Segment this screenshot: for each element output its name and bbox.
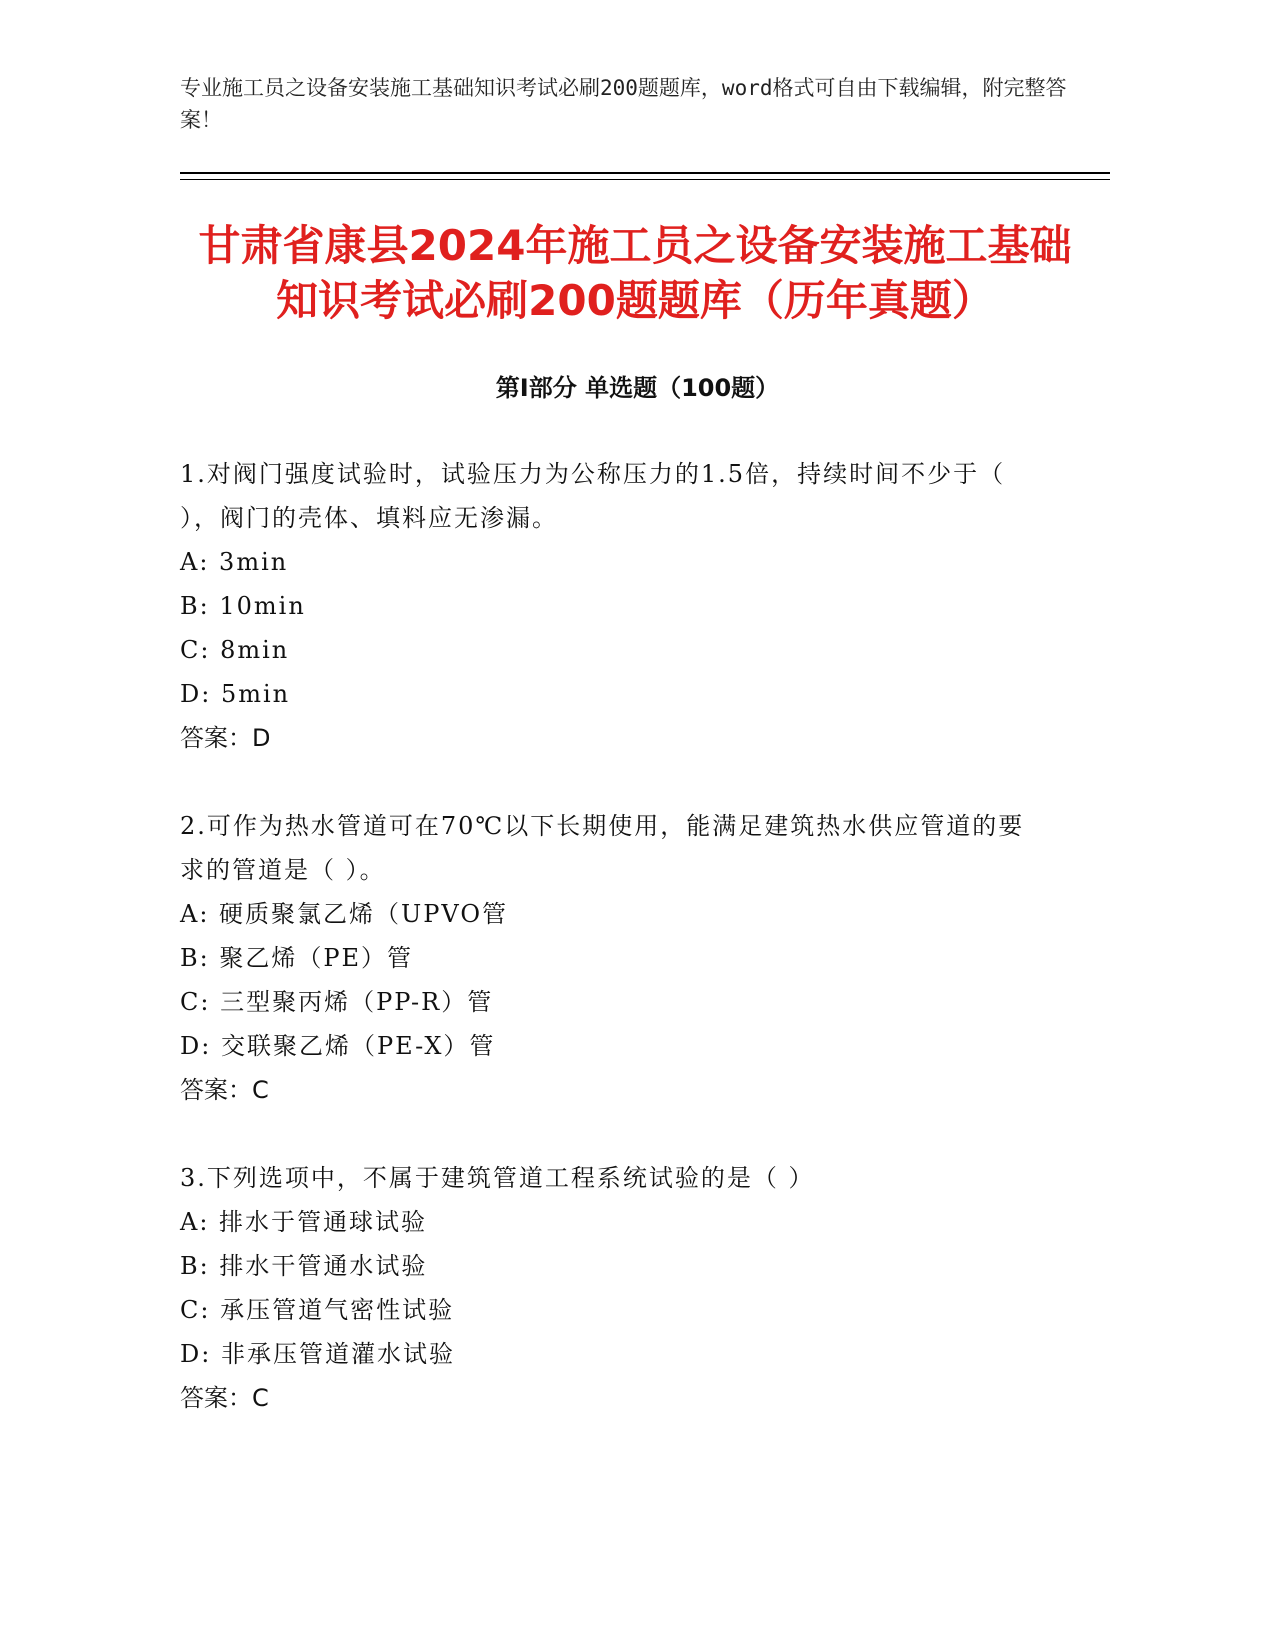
answer: 答案：D (180, 724, 271, 752)
option-b: B: 排水干管通水试验 (180, 1252, 428, 1280)
header-divider-thick (180, 172, 1110, 174)
question-stem: 3.下列选项中，不属于建筑管道工程系统试验的是（ ） (180, 1164, 815, 1192)
option-a: A: 3min (180, 548, 289, 576)
answer: 答案：C (180, 1384, 269, 1412)
option-d: D: 交联聚乙烯（PE-X）管 (180, 1032, 496, 1060)
question-list (180, 452, 1040, 1464)
option-a: A: 排水于管通球试验 (180, 1208, 428, 1236)
option-d: D: 5min (180, 680, 291, 708)
option-c: C: 承压管道气密性试验 (180, 1296, 455, 1324)
option-c: C: 8min (180, 636, 290, 664)
header-note: 专业施工员之设备安装施工基础知识考试必刷200题题库，word格式可自由下载编辑，附完整答案！ (180, 76, 1067, 132)
header-divider-thin (180, 179, 1110, 180)
option-a: A: 硬质聚氯乙烯（UPVO管 (180, 900, 509, 928)
option-d: D: 非承压管道灌水试验 (180, 1340, 455, 1368)
question-2 (180, 804, 1040, 1112)
option-b: B: 10min (180, 592, 306, 620)
option-b: B: 聚乙烯（PE）管 (180, 944, 414, 972)
option-c: C: 三型聚丙烯（PP-R）管 (180, 988, 494, 1016)
answer: 答案：C (180, 1076, 269, 1104)
section-title: 第Ⅰ部分 单选题（100题） (495, 374, 780, 402)
question-stem: 2.可作为热水管道可在70℃以下长期使用，能满足建筑热水供应管道的要求的管道是（ ）。 (180, 812, 1025, 884)
question-stem: 1.对阀门强度试验时，试验压力为公称压力的1.5倍，持续时间不少于（ ），阀门的壳体、填料应无渗漏。 (180, 460, 1006, 532)
document-title: 甘肃省康县2024年施工员之设备安装施工基础知识考试必刷200题题库（历年真题） (198, 221, 1072, 325)
question-1 (180, 452, 1040, 760)
question-3 (180, 1156, 1040, 1420)
